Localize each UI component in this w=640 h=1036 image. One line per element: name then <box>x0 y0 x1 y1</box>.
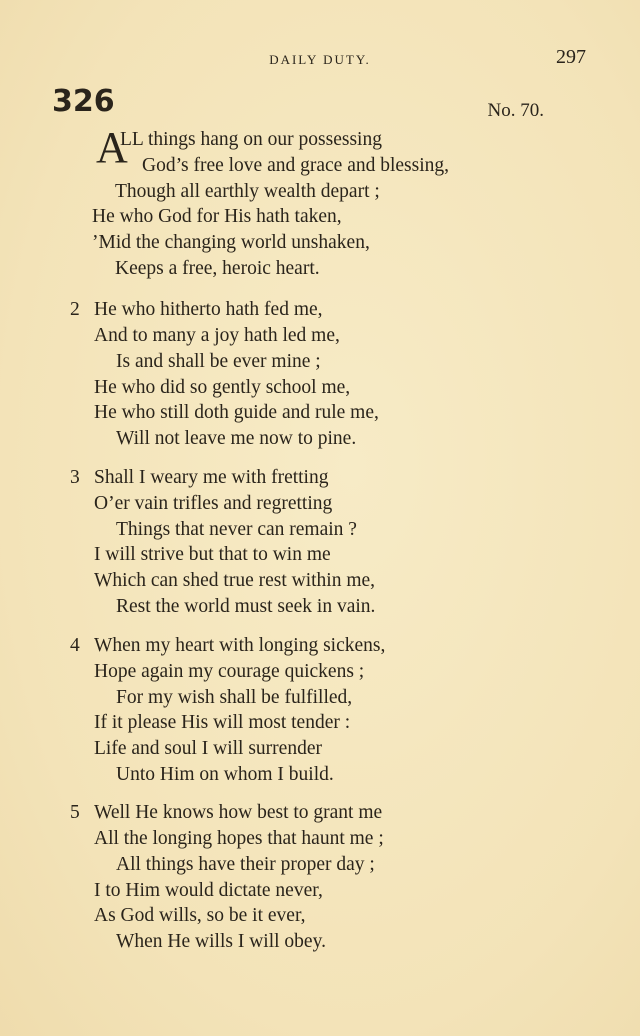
verse-line: He who hitherto hath fed me, <box>94 299 323 320</box>
verse-line: LL things hang on our possessing <box>120 129 382 150</box>
verse-number: 2 <box>70 299 80 320</box>
verse-line: Rest the world must seek in vain. <box>116 596 376 617</box>
verse-line: I to Him would dictate never, <box>94 880 323 901</box>
verse-line: For my wish shall be fulfilled, <box>116 687 353 708</box>
verse-line: When my heart with longing sickens, <box>94 635 386 656</box>
verse-line: He who still doth guide and rule me, <box>94 402 379 423</box>
verse-line: He who did so gently school me, <box>94 377 351 398</box>
verse-line: Life and soul I will surrender <box>94 738 322 759</box>
verse-line: God’s free love and grace and blessing, <box>142 155 450 176</box>
verse-line: Is and shall be ever mine ; <box>116 351 321 372</box>
running-title: DAILY DUTY. <box>269 52 371 67</box>
verse-line: Which can shed true rest within me, <box>94 570 376 591</box>
verse-line: ’Mid the changing world unshaken, <box>92 232 370 253</box>
verse-line: He who God for His hath taken, <box>92 206 342 227</box>
verse-number: 3 <box>70 467 80 488</box>
verse-line: When He wills I will obey. <box>116 931 326 952</box>
tune-reference: No. 70. <box>487 100 544 121</box>
drop-cap: A <box>96 123 128 172</box>
verse-line: I will strive but that to win me <box>94 544 331 565</box>
verse-line: Though all earthly wealth depart ; <box>115 181 380 202</box>
verse-line: Hope again my courage quickens ; <box>94 661 365 682</box>
verse-line: All things have their proper day ; <box>116 854 375 875</box>
verse-line: Things that never can remain ? <box>116 519 357 540</box>
verse-line: Shall I weary me with fretting <box>94 467 329 488</box>
verse-line: Well He knows how best to grant me <box>94 802 383 823</box>
verse-line: Unto Him on whom I build. <box>116 764 334 785</box>
hymn-number: 326 <box>52 84 115 119</box>
page-number: 297 <box>556 46 586 68</box>
verse-line: As God wills, so be it ever, <box>94 905 306 926</box>
verse-number: 4 <box>70 635 80 656</box>
verse-number: 5 <box>70 802 80 823</box>
verse-line: Keeps a free, heroic heart. <box>115 258 320 279</box>
verse-line: If it please His will most tender : <box>94 712 351 733</box>
verse-line: O’er vain trifles and regretting <box>94 493 333 514</box>
verse-line: All the longing hopes that haunt me ; <box>94 828 384 849</box>
verse-line: And to many a joy hath led me, <box>94 325 340 346</box>
verse-line: Will not leave me now to pine. <box>116 428 357 449</box>
